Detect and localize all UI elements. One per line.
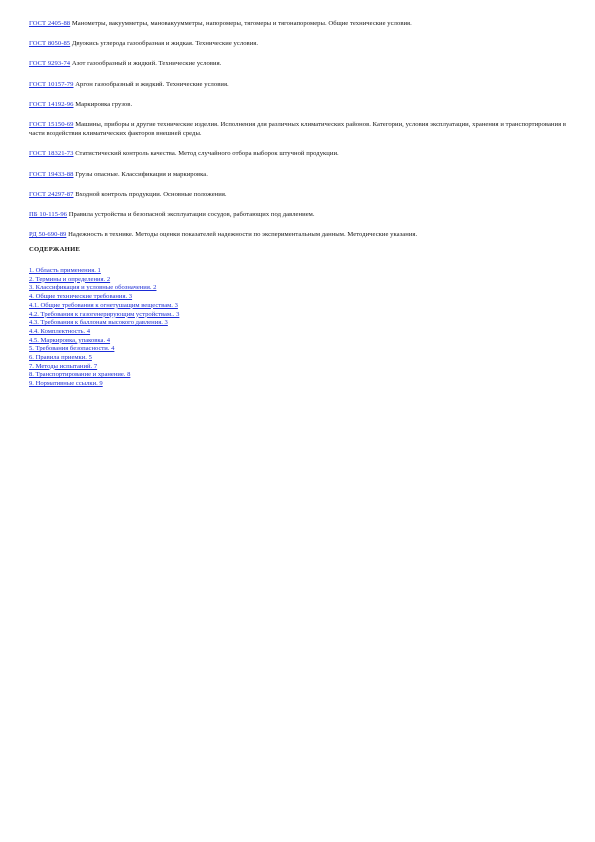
toc-link[interactable]: 2. Термины и определения. 2 <box>29 275 111 283</box>
reference-text: Надежность в технике. Методы оценки показателей надежности по экспериментальным данным. Методические указания. <box>66 231 418 239</box>
reference-item <box>29 210 569 219</box>
reference-text: Манометры, вакуумметры, мановакуумметры, напоромеры, тягомеры и тягонапоромеры. Общие технические условия. <box>70 20 412 27</box>
toc-link[interactable]: 7. Методы испытаний. 7 <box>29 362 98 370</box>
reference-item <box>29 149 569 158</box>
reference-link[interactable]: ГОСТ 10157-79 <box>29 80 74 88</box>
toc-link[interactable]: 4.1. Общие требования к огнетушащим веществам. 3 <box>29 301 178 309</box>
toc-link[interactable]: 5. Требования безопасности. 4 <box>29 345 115 353</box>
reference-text: Аргон газообразный и жидкий. Технические условия. <box>73 80 229 88</box>
reference-item <box>29 100 569 109</box>
toc-item <box>29 328 179 337</box>
reference-text: Маркировка грузов. <box>73 100 133 108</box>
toc-link[interactable]: 4.4. Комплектность. 4 <box>29 327 91 335</box>
toc-link[interactable]: 3. Классификация и условные обозначения. 2 <box>29 284 157 292</box>
reference-text: Грузы опасные. Классификация и маркировка. <box>73 170 208 178</box>
reference-item <box>29 80 569 89</box>
toc-item <box>29 380 179 389</box>
reference-text: Машины, приборы и другие технические изделия. Исполнения для различных климатических районов. Категории, условия эксплуатации, хранения и транспортирования в части воздействия климатических факторов внешней среды. <box>29 121 567 138</box>
toc-link[interactable]: 4.2. Требования к газогенерирующим устройствам.. 3 <box>29 310 180 318</box>
toc-link[interactable]: 6. Правила приемки. 5 <box>29 354 92 362</box>
reference-link[interactable]: ГОСТ 8050-85 <box>29 40 71 48</box>
toc-item <box>29 371 179 380</box>
toc-link[interactable]: 4. Общие технические требования. 3 <box>29 293 133 301</box>
reference-text: Входной контроль продукции. Основные положения. <box>73 190 227 198</box>
reference-item <box>29 190 569 199</box>
reference-link[interactable]: ГОСТ 15150-69 <box>29 121 74 129</box>
reference-text: Правила устройства и безопасной эксплуатации сосудов, работающих под давлением. <box>67 211 315 219</box>
toc-item <box>29 311 179 320</box>
reference-text: Азот газообразный и жидкий. Технические условия. <box>70 60 222 68</box>
toc-item <box>29 267 179 276</box>
toc-item <box>29 284 179 293</box>
normative-references <box>29 19 569 239</box>
toc-item <box>29 302 179 311</box>
reference-link[interactable]: ГОСТ 9293-74 <box>29 60 71 68</box>
toc-item <box>29 363 179 372</box>
reference-link[interactable]: ГОСТ 19433-88 <box>29 170 74 178</box>
reference-item <box>29 120 569 138</box>
toc-link[interactable]: 4.5. Маркировка, упаковка. 4 <box>29 336 111 344</box>
reference-text: Статистический контроль качества. Метод случайного отбора выборок штучной продукции. <box>73 150 339 158</box>
toc-link[interactable]: 8. Транспортирование и хранение. 8 <box>29 371 131 379</box>
reference-item <box>29 170 569 179</box>
reference-item <box>29 19 569 28</box>
reference-link[interactable]: ГОСТ 14192-96 <box>29 100 74 108</box>
reference-link[interactable]: РД 50-690-89 <box>29 231 67 239</box>
reference-link[interactable]: ГОСТ 24297-87 <box>29 190 74 198</box>
toc-item <box>29 276 179 285</box>
table-of-contents <box>29 267 179 389</box>
reference-link[interactable]: ГОСТ 2405-88 <box>29 20 71 27</box>
reference-item <box>29 39 569 48</box>
reference-link[interactable]: ПБ 10-115-96 <box>29 211 68 219</box>
toc-item <box>29 354 179 363</box>
reference-link[interactable]: ГОСТ 18321-73 <box>29 150 74 158</box>
toc-link[interactable]: 4.3. Требования к баллонам высокого давления. 3 <box>29 319 168 327</box>
reference-item <box>29 230 569 239</box>
toc-item <box>29 345 179 354</box>
toc-heading: СОДЕРЖАНИЕ <box>29 246 81 253</box>
toc-link[interactable]: 9. Нормативные ссылки. 9 <box>29 380 103 388</box>
toc-item <box>29 319 179 328</box>
toc-item <box>29 293 179 302</box>
reference-text: Двуокись углерода газообразная и жидкая. Технические условия. <box>70 40 259 48</box>
toc-item <box>29 337 179 346</box>
reference-item <box>29 59 569 68</box>
toc-link[interactable]: 1. Область применения. 1 <box>29 267 101 274</box>
